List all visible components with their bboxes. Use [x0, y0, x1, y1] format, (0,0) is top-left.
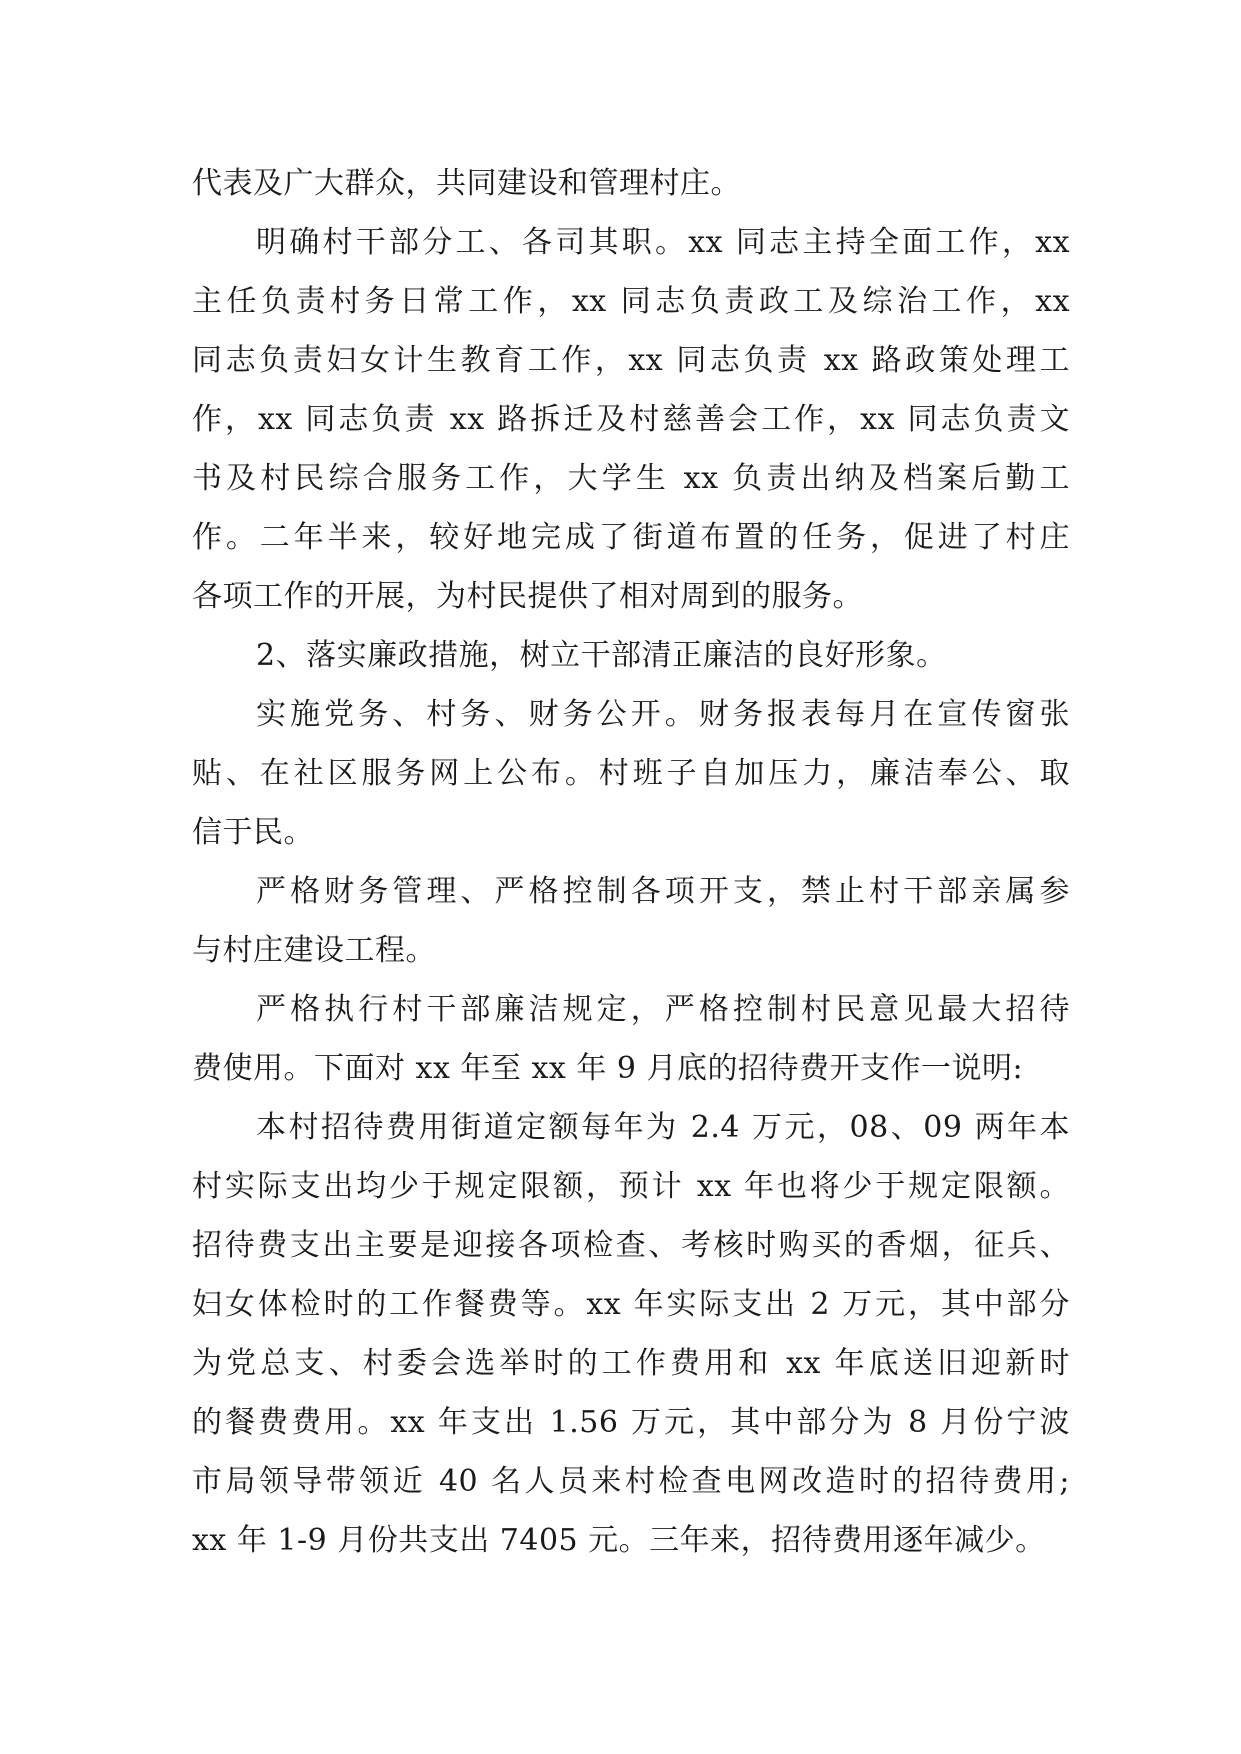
document-body: [192, 154, 1070, 1570]
text-line: 招待费支出主要是迎接各项检查、考核时购买的香烟，征兵、: [192, 1228, 1070, 1263]
paragraph-first-line: 明确村干部分工、各司其职。xx 同志主持全面工作，xx: [256, 225, 1070, 260]
text-line: 村实际支出均少于规定限额，预计 xx 年也将少于规定限额。: [192, 1169, 1070, 1204]
text-line: 费使用。下面对 xx 年至 xx 年 9 月底的招待费开支作一说明:: [192, 1051, 1024, 1086]
text-line: 贴、在社区服务网上公布。村班子自加压力，廉洁奉公、取: [192, 756, 1070, 791]
paragraph-first-line: 本村招待费用街道定额每年为 2.4 万元，08、09 两年本: [256, 1110, 1070, 1145]
text-line: 作。二年半来，较好地完成了街道布置的任务，促进了村庄: [192, 520, 1070, 555]
text-line: 书及村民综合服务工作，大学生 xx 负责出纳及档案后勤工: [192, 461, 1070, 496]
text-line: 代表及广大群众，共同建设和管理村庄。: [192, 166, 741, 201]
text-line: 作，xx 同志负责 xx 路拆迁及村慈善会工作，xx 同志负责文: [192, 402, 1070, 437]
text-line: 的餐费费用。xx 年支出 1.56 万元，其中部分为 8 月份宁波: [192, 1405, 1070, 1440]
section-heading: 2、落实廉政措施，树立干部清正廉洁的良好形象。: [256, 638, 947, 673]
text-line: 同志负责妇女计生教育工作，xx 同志负责 xx 路政策处理工: [192, 343, 1070, 378]
text-line: 市局领导带领近 40 名人员来村检查电网改造时的招待费用;: [192, 1464, 1070, 1499]
text-line: 各项工作的开展，为村民提供了相对周到的服务。: [192, 579, 863, 614]
text-line: 为党总支、村委会选举时的工作费用和 xx 年底送旧迎新时: [192, 1346, 1070, 1381]
text-line: 主任负责村务日常工作，xx 同志负责政工及综治工作，xx: [192, 284, 1070, 319]
paragraph-first-line: 严格财务管理、严格控制各项开支，禁止村干部亲属参: [256, 874, 1070, 909]
text-line: 与村庄建设工程。: [192, 933, 436, 968]
paragraph-first-line: 实施党务、村务、财务公开。财务报表每月在宣传窗张: [256, 697, 1070, 732]
text-line: 信于民。: [192, 815, 314, 850]
text-line: 妇女体检时的工作餐费等。xx 年实际支出 2 万元，其中部分: [192, 1287, 1070, 1322]
text-line: xx 年 1-9 月份共支出 7405 元。三年来，招待费用逐年减少。: [192, 1523, 1046, 1558]
paragraph-first-line: 严格执行村干部廉洁规定，严格控制村民意见最大招待: [256, 992, 1070, 1027]
